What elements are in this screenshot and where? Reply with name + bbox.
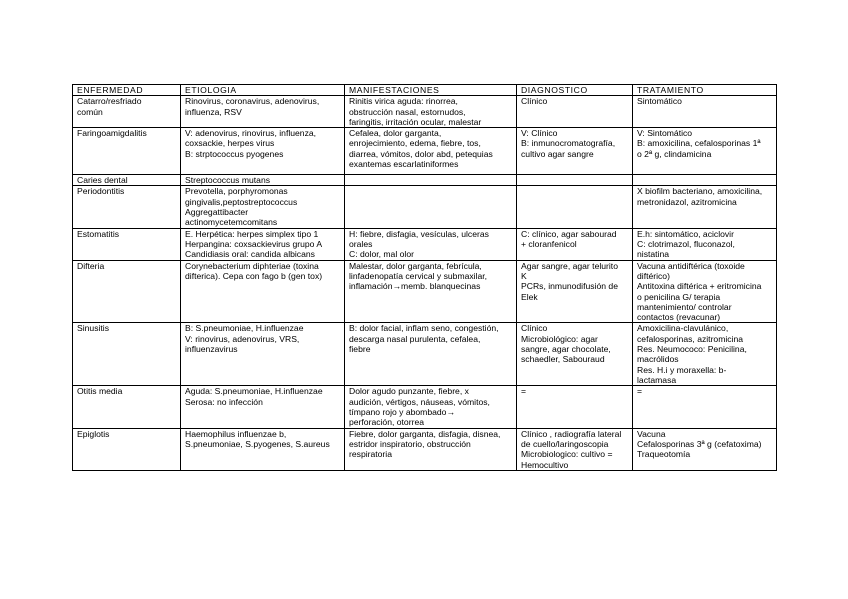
cell-line: cefalosporinas, azitromicina xyxy=(637,333,744,344)
cell-line: estridor inspiratorio, obstrucción xyxy=(349,438,471,449)
cell-line: enrojecimiento, edema, fiebre, tos, xyxy=(349,138,481,149)
cell-line: Hemocultivo xyxy=(521,459,569,470)
table-row xyxy=(73,186,777,228)
cell-line: audición, vértigos, náuseas, vómitos, xyxy=(349,396,490,407)
cell-line: Difteria xyxy=(77,260,105,271)
cell-tratamiento xyxy=(633,175,777,186)
header-enfermedad: ENFERMEDAD xyxy=(73,85,181,96)
cell-line: E.h: sintomático, aciclovir xyxy=(637,228,734,239)
cell-diagnostico xyxy=(517,386,633,428)
cell-line: sangre, agar chocolate, xyxy=(521,344,611,355)
cell-diagnostico xyxy=(517,186,633,228)
cell-line: Estomatitis xyxy=(77,228,120,239)
cell-line: Traqueotomía xyxy=(637,449,691,460)
cell-line: Streptococcus mutans xyxy=(185,175,271,186)
cell-line: S.pneumoniae, S.pyogenes, S.aureus xyxy=(185,438,330,449)
cell-line: = xyxy=(521,386,527,397)
cell-line: Res. H.i y moraxella: b- xyxy=(637,364,727,375)
cell-manifestaciones xyxy=(345,228,517,260)
cell-line: Dolor agudo punzante, fiebre, x xyxy=(349,386,469,397)
cell-manifestaciones xyxy=(345,386,517,428)
cell-manifestaciones xyxy=(345,428,517,470)
cell-line: linfadenopatía cervical y submaxilar, xyxy=(349,270,488,281)
cell-line: perforación, otorrea xyxy=(349,417,424,428)
cell-line: respiratoria xyxy=(349,449,392,460)
cell-etiologia xyxy=(181,228,345,260)
cell-line: Rinovirus, coronavirus, adenovirus, xyxy=(185,96,320,107)
cell-line: Sinusitis xyxy=(77,323,109,334)
cell-line: Malestar, dolor garganta, febrícula, xyxy=(349,260,482,271)
cell-line: Caries dental xyxy=(77,175,128,186)
cell-manifestaciones xyxy=(345,128,517,175)
cell-line: macrólidos xyxy=(637,354,679,365)
cell-line: B: amoxicilina, cefalosporinas 1ª xyxy=(637,138,761,149)
cell-tratamiento xyxy=(633,96,777,128)
cell-line: o penicilina G/ terapia xyxy=(637,291,721,302)
cell-line: E. Herpética: herpes simplex tipo 1 xyxy=(185,228,319,239)
cell-line: Rinitis virica aguda: rinorrea, xyxy=(349,96,458,107)
cell-enfermedad xyxy=(73,428,181,470)
cell-manifestaciones xyxy=(345,260,517,323)
cell-enfermedad xyxy=(73,186,181,228)
cell-line: cultivo agar sangre xyxy=(521,148,594,159)
cell-etiologia xyxy=(181,260,345,323)
cell-enfermedad xyxy=(73,228,181,260)
cell-diagnostico xyxy=(517,323,633,386)
cell-etiologia xyxy=(181,175,345,186)
cell-tratamiento xyxy=(633,428,777,470)
cell-line: Catarro/resfriado xyxy=(77,96,142,107)
cell-manifestaciones xyxy=(345,96,517,128)
cell-manifestaciones xyxy=(345,175,517,186)
cell-line: Sintomático xyxy=(637,96,682,107)
cell-line: Clínico , radiografía lateral xyxy=(521,428,622,439)
cell-line: B: S.pneumoniae, H.influenzae xyxy=(185,323,304,334)
cell-line: Vacuna antidiftérica (toxoide xyxy=(637,260,745,271)
cell-line: Faringoamigdalitis xyxy=(77,128,147,139)
cell-line: Microbiológico: agar xyxy=(521,333,598,344)
cell-line: V: rinovirus, adenovirus, VRS, xyxy=(185,333,300,344)
cell-line: Microbiologico: cultivo = xyxy=(521,449,613,460)
cell-etiologia xyxy=(181,323,345,386)
cell-line: B: dolor facial, inflam seno, congestión, xyxy=(349,323,499,334)
cell-etiologia xyxy=(181,96,345,128)
cell-line: Periodontitis xyxy=(77,186,125,197)
cell-diagnostico xyxy=(517,128,633,175)
cell-line: faringitis, irritación ocular, malestar xyxy=(349,116,482,127)
cell-tratamiento xyxy=(633,228,777,260)
cell-line: Serosa: no infección xyxy=(185,396,263,407)
table-row xyxy=(73,386,777,428)
cell-diagnostico xyxy=(517,228,633,260)
cell-line: metronidazol, azitromicina xyxy=(637,196,737,207)
cell-line: B: inmunocromatografía, xyxy=(521,138,616,149)
cell-tratamiento xyxy=(633,186,777,228)
cell-line: H: fiebre, disfagia, vesículas, ulceras xyxy=(349,228,489,239)
cell-line: C: clotrimazol, fluconazol, xyxy=(637,238,735,249)
table-row xyxy=(73,96,777,128)
cell-line: C: dolor, mal olor xyxy=(349,249,414,260)
cell-line: Haemophilus influenzae b, xyxy=(185,428,287,439)
cell-line: descarga nasal purulenta, cefalea, xyxy=(349,333,481,344)
cell-enfermedad xyxy=(73,386,181,428)
cell-etiologia xyxy=(181,186,345,228)
cell-line: Epiglotis xyxy=(77,428,110,439)
header-tratamiento: TRATAMIENTO xyxy=(633,85,777,96)
cell-line: Antitoxina diftérica + eritromicina xyxy=(637,281,762,292)
cell-line: diarrea, vómitos, dolor abd, petequias xyxy=(349,148,493,159)
cell-tratamiento xyxy=(633,386,777,428)
cell-line: B: strptococcus pyogenes xyxy=(185,148,284,159)
cell-line: lactamasa xyxy=(637,374,677,385)
cell-line: fiebre xyxy=(349,344,371,355)
cell-line: + cloranfenicol xyxy=(521,238,577,249)
table-row xyxy=(73,175,777,186)
cell-line: Elek xyxy=(521,291,538,302)
table-row xyxy=(73,228,777,260)
cell-line: Aguda: S.pneumoniae, H.influenzae xyxy=(185,386,323,397)
cell-line: influenzavirus xyxy=(185,344,238,355)
cell-tratamiento xyxy=(633,323,777,386)
cell-line: obstrucción nasal, estornudos, xyxy=(349,106,466,117)
cell-line: Clínico xyxy=(521,96,548,107)
table-row xyxy=(73,260,777,323)
cell-line: Amoxicilina-clavulánico, xyxy=(637,323,729,334)
cell-line: mantenimiento/ controlar xyxy=(637,301,732,312)
cell-line: común xyxy=(77,106,103,117)
cell-line: Prevotella, porphyromonas xyxy=(185,186,288,197)
cell-line: Res. Neumococo: Penicilina, xyxy=(637,344,747,355)
cell-tratamiento xyxy=(633,128,777,175)
cell-line: K xyxy=(521,270,527,281)
cell-line: = xyxy=(637,386,643,397)
header-etiologia: ETIOLOGIA xyxy=(181,85,345,96)
cell-manifestaciones xyxy=(345,323,517,386)
table-row xyxy=(73,323,777,386)
cell-diagnostico xyxy=(517,260,633,323)
cell-line: schaedler, Sabouraud xyxy=(521,354,605,365)
cell-tratamiento xyxy=(633,260,777,323)
cell-line: Corynebacterium diphteriae (toxina xyxy=(185,260,319,271)
cell-line: diftérico) xyxy=(637,270,670,281)
cell-line: de cuello/laringoscopia xyxy=(521,438,609,449)
cell-manifestaciones xyxy=(345,186,517,228)
table-row xyxy=(73,428,777,470)
cell-line: Herpangina: coxsackievirus grupo A xyxy=(185,238,323,249)
cell-line: Agar sangre, agar telurito xyxy=(521,260,618,271)
cell-line: Otitis media xyxy=(77,386,123,397)
cell-line: o 2ª g, clindamicina xyxy=(637,148,712,159)
cell-line: difterica). Cepa con fago b (gen tox) xyxy=(185,270,323,281)
cell-line: actinomycetemcomitans xyxy=(185,217,278,228)
cell-diagnostico xyxy=(517,96,633,128)
cell-line: Aggregattibacter xyxy=(185,207,249,218)
header-manifestaciones: MANIFESTACIONES xyxy=(345,85,517,96)
table-row xyxy=(73,128,777,175)
header-diagnostico: DIAGNOSTICO xyxy=(517,85,633,96)
cell-enfermedad xyxy=(73,260,181,323)
disease-table xyxy=(72,84,777,471)
cell-line: C: clínico, agar sabourad xyxy=(521,228,617,239)
cell-line: nistatina xyxy=(637,249,670,260)
cell-etiologia xyxy=(181,428,345,470)
cell-line: Fiebre, dolor garganta, disfagia, disnea, xyxy=(349,428,501,439)
cell-line: gingivalis,peptostreptococcus xyxy=(185,196,298,207)
cell-etiologia xyxy=(181,386,345,428)
cell-line: PCRs, inmunodifusión de xyxy=(521,281,618,292)
cell-line: Cefalosporinas 3ª g (cefatoxima) xyxy=(637,438,762,449)
cell-line: orales xyxy=(349,238,373,249)
cell-line: X biofilm bacteriano, amoxicilina, xyxy=(637,186,763,197)
cell-line: influenza, RSV xyxy=(185,106,242,117)
cell-line: Candidiasis oral: candida albicans xyxy=(185,249,315,260)
header-row xyxy=(73,85,777,96)
cell-line: inflamación→memb. blanquecinas xyxy=(349,281,481,292)
cell-diagnostico xyxy=(517,428,633,470)
cell-enfermedad xyxy=(73,128,181,175)
cell-line: tímpano rojo y abombado→ xyxy=(349,407,456,418)
cell-enfermedad xyxy=(73,323,181,386)
cell-line: coxsackie, herpes virus xyxy=(185,138,275,149)
cell-line: V: adenovirus, rinovirus, influenza, xyxy=(185,128,317,139)
cell-line: Cefalea, dolor garganta, xyxy=(349,128,442,139)
cell-line: contactos (revacunar) xyxy=(637,312,721,323)
cell-line: Clínico xyxy=(521,323,548,334)
cell-line: Vacuna xyxy=(637,428,666,439)
cell-line: V: Sintomático xyxy=(637,128,693,139)
cell-line: V: Clínico xyxy=(521,128,558,139)
cell-diagnostico xyxy=(517,175,633,186)
cell-enfermedad xyxy=(73,175,181,186)
cell-enfermedad xyxy=(73,96,181,128)
cell-line: exantemas escarlatiniformes xyxy=(349,159,459,170)
cell-etiologia xyxy=(181,128,345,175)
